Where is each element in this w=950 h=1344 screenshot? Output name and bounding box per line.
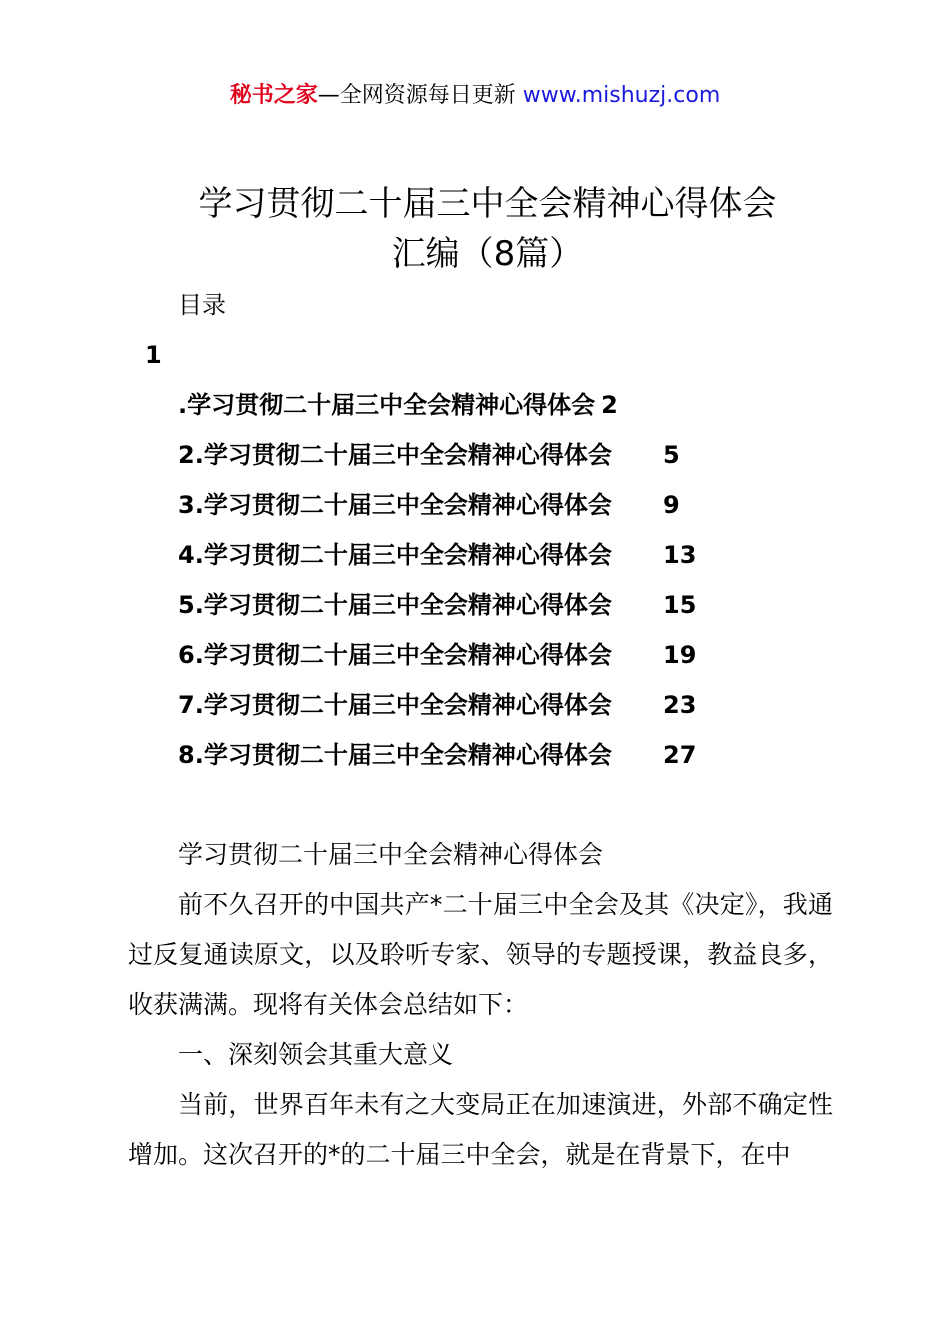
header-tagline: —全网资源每日更新 xyxy=(317,83,523,108)
toc-item-text: .学习贯彻二十届三中全会精神心得体会 xyxy=(178,391,596,419)
toc-item-text: 3.学习贯彻二十届三中全会精神心得体会 xyxy=(178,491,612,519)
toc-item[interactable] xyxy=(178,435,680,485)
article-heading: 学习贯彻二十届三中全会精神心得体会 xyxy=(178,840,604,869)
toc-item-page: 9 xyxy=(663,491,680,519)
toc-item[interactable] xyxy=(178,735,697,785)
toc-item[interactable] xyxy=(178,685,697,735)
toc-item[interactable] xyxy=(178,585,697,635)
toc-lead-number: 1 xyxy=(145,341,162,369)
toc-item[interactable] xyxy=(178,535,697,585)
toc-item-page: 23 xyxy=(663,691,697,719)
brand-name: 秘书之家 xyxy=(229,83,318,108)
toc-item-page: 15 xyxy=(663,591,697,619)
toc-item[interactable] xyxy=(178,385,618,435)
section-heading-1: 一、深刻领会其重大意义 xyxy=(178,1040,454,1069)
toc-item-text: 6.学习贯彻二十届三中全会精神心得体会 xyxy=(178,641,612,669)
toc-item[interactable] xyxy=(178,485,680,535)
toc-item-page: 2 xyxy=(601,391,618,419)
toc-item-text: 2.学习贯彻二十届三中全会精神心得体会 xyxy=(178,441,612,469)
toc-label: 目录 xyxy=(178,291,226,319)
site-url-link[interactable]: www.mishuzj.com xyxy=(522,83,721,108)
toc-item-text: 8.学习贯彻二十届三中全会精神心得体会 xyxy=(178,741,612,769)
toc-item-page: 5 xyxy=(663,441,680,469)
table-of-contents xyxy=(178,385,697,785)
site-header xyxy=(0,80,950,112)
document-title-line-2: 汇编（8篇） xyxy=(391,234,584,274)
document-title-line-1: 学习贯彻二十届三中全会精神心得体会 xyxy=(198,184,777,224)
toc-item-page: 19 xyxy=(663,641,697,669)
toc-item-page: 13 xyxy=(663,541,697,569)
toc-item-page: 27 xyxy=(663,741,697,769)
toc-item-text: 4.学习贯彻二十届三中全会精神心得体会 xyxy=(178,541,612,569)
toc-item-text: 5.学习贯彻二十届三中全会精神心得体会 xyxy=(178,591,612,619)
toc-item[interactable] xyxy=(178,635,697,685)
article-paragraph-1: 前不久召开的中国共产*二十届三中全会及其《决定》，我通过反复通读原文，以及聆听专家、领导的专题授课，教益良多，收获满满。现将有关体会总结如下： xyxy=(128,890,833,1019)
article-paragraph-2: 当前，世界百年未有之大变局正在加速演进，外部不确定性增加。这次召开的*的二十届三中全会，就是在背景下，在中 xyxy=(128,1090,833,1169)
toc-item-text: 7.学习贯彻二十届三中全会精神心得体会 xyxy=(178,691,612,719)
